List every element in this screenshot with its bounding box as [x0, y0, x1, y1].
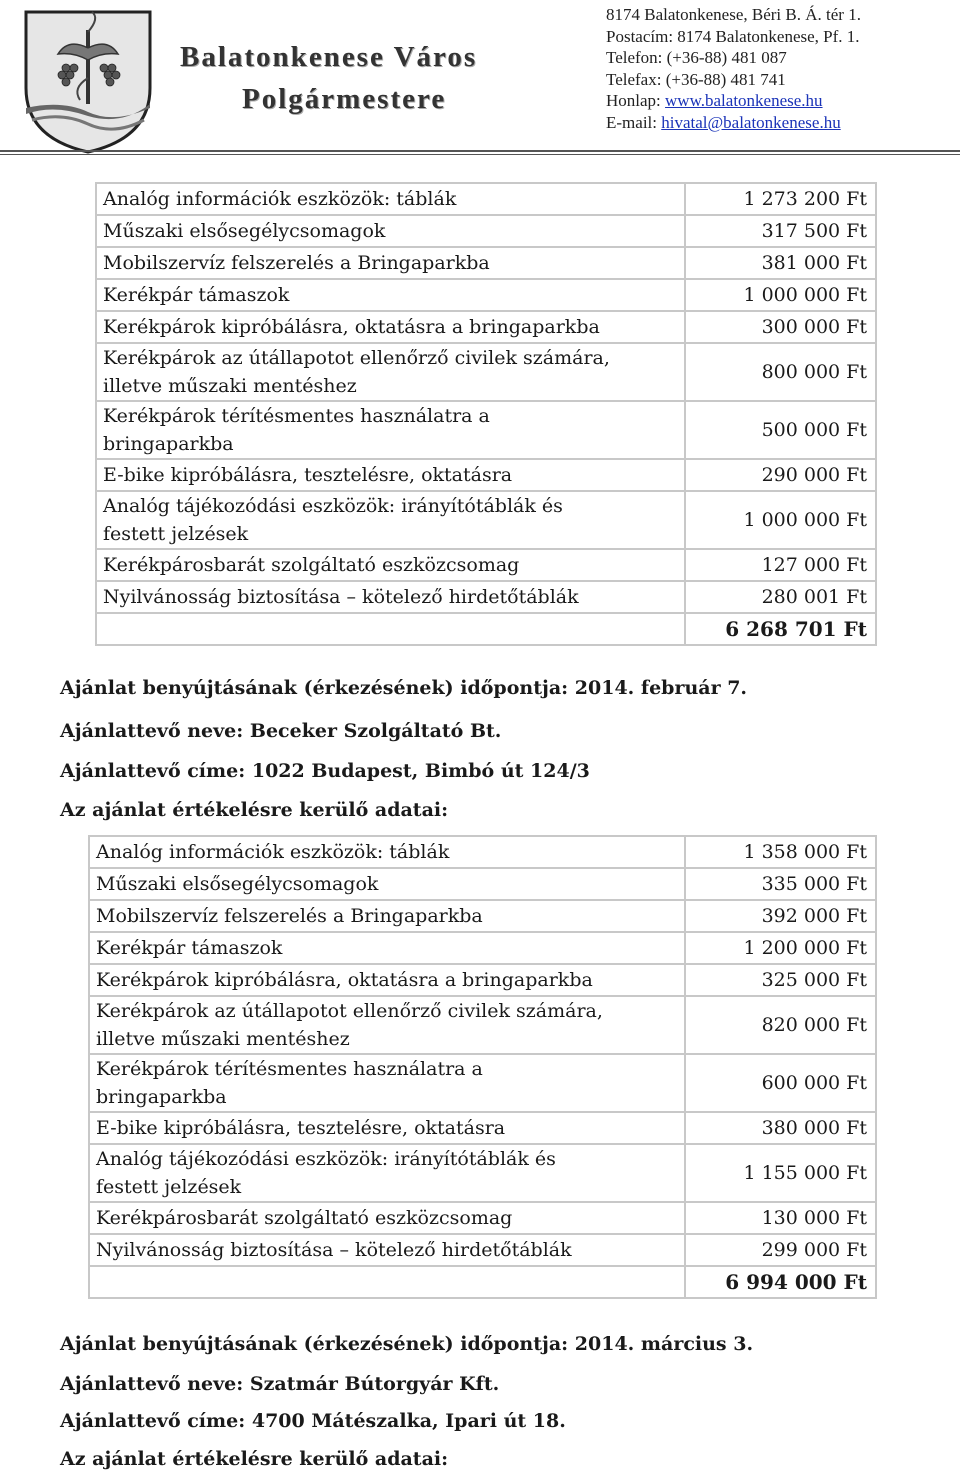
total-row — [96, 613, 876, 645]
item-amount: 381 000 Ft — [685, 247, 876, 279]
table-row — [96, 549, 876, 581]
item-label: Kerékpárok kipróbálásra, oktatásra a bringaparkba — [96, 969, 593, 991]
table-row — [96, 215, 876, 247]
item-label: Nyilvánosság biztosítása – kötelező hirdetőtáblák — [96, 1239, 572, 1261]
item-amount: 1 358 000 Ft — [685, 836, 876, 868]
letterhead — [0, 0, 960, 156]
table-row — [96, 247, 876, 279]
item-amount: 1 000 000 Ft — [685, 491, 876, 549]
municipality-title — [180, 36, 477, 120]
table-row — [89, 932, 876, 964]
offer1-table — [95, 182, 877, 646]
item-label: Kerékpárok térítésmentes használatra a — [103, 405, 490, 427]
item-amount: 300 000 Ft — [685, 311, 876, 343]
table-row — [96, 401, 876, 459]
web-label: Honlap: — [606, 91, 666, 110]
item-label-cont: festett jelzések — [103, 523, 249, 545]
item-label: Kerékpárok térítésmentes használatra a — [96, 1058, 483, 1080]
item-label: Kerékpár támaszok — [103, 284, 290, 306]
item-amount: 1 273 200 Ft — [685, 183, 876, 215]
item-label-cont: bringaparkba — [96, 1086, 227, 1108]
item-label: Kerékpárosbarát szolgáltató eszközcsomag — [96, 1207, 513, 1229]
item-label: Kerékpárok kipróbálásra, oktatásra a bringaparkba — [103, 316, 600, 338]
item-label: Mobilszervíz felszerelés a Bringaparkba — [96, 905, 483, 927]
offer3-name: Ajánlattevő neve: Szatmár Bútorgyár Kft. — [60, 1373, 500, 1395]
postal-line: Postacím: 8174 Balatonkenese, Pf. 1. — [606, 26, 860, 46]
table-row — [96, 581, 876, 613]
item-amount: 820 000 Ft — [685, 996, 876, 1054]
offer2-name: Ajánlattevő neve: Beceker Szolgáltató Bt. — [60, 720, 502, 742]
item-amount: 600 000 Ft — [685, 1054, 876, 1112]
table-row — [89, 836, 876, 868]
fax-line: Telefax: (+36-88) 481 741 — [606, 69, 786, 89]
table-row — [96, 279, 876, 311]
coat-of-arms-icon — [22, 8, 154, 154]
item-amount: 800 000 Ft — [685, 343, 876, 401]
item-amount: 290 000 Ft — [685, 459, 876, 491]
total-amount: 6 994 000 Ft — [685, 1266, 876, 1298]
table-row — [89, 1054, 876, 1112]
item-label: Műszaki elsősegélycsomagok — [103, 220, 386, 242]
item-label: Kerékpárok az útállapotot ellenőrző civilek számára, — [96, 1000, 603, 1022]
item-label: Kerékpárok az útállapotot ellenőrző civilek számára, — [103, 347, 610, 369]
item-label: Analóg tájékozódási eszközök: irányítótáblák és — [103, 495, 563, 517]
offer2-table — [88, 835, 877, 1299]
table-row — [96, 183, 876, 215]
table-row — [96, 311, 876, 343]
item-amount: 130 000 Ft — [685, 1202, 876, 1234]
item-amount: 1 000 000 Ft — [685, 279, 876, 311]
item-label: E-bike kipróbálásra, tesztelésre, oktatásra — [103, 464, 513, 486]
total-row — [89, 1266, 876, 1298]
offer3-address: Ajánlattevő címe: 4700 Mátészalka, Ipari út 18. — [60, 1410, 566, 1432]
table-row — [89, 964, 876, 996]
table-row — [89, 996, 876, 1054]
item-label: Nyilvánosság biztosítása – kötelező hirdetőtáblák — [103, 586, 579, 608]
item-amount: 335 000 Ft — [685, 868, 876, 900]
offer2-heading: Az ajánlat értékelésre kerülő adatai: — [60, 799, 449, 821]
item-amount: 1 200 000 Ft — [685, 932, 876, 964]
header-divider-thin — [0, 154, 960, 155]
address-line: 8174 Balatonkenese, Béri B. Á. tér 1. — [606, 5, 861, 24]
item-amount: 325 000 Ft — [685, 964, 876, 996]
table-row — [89, 1144, 876, 1202]
offer2-address: Ajánlattevő címe: 1022 Budapest, Bimbó út 124/3 — [60, 760, 590, 782]
offer3-date: Ajánlat benyújtásának (érkezésének) időpontja: 2014. március 3. — [60, 1333, 754, 1355]
item-label-cont: bringaparkba — [103, 433, 234, 455]
table-row — [89, 1234, 876, 1266]
item-label-cont: illetve műszaki mentéshez — [103, 375, 357, 397]
table-row — [89, 868, 876, 900]
table-row — [89, 900, 876, 932]
item-amount: 280 001 Ft — [685, 581, 876, 613]
item-label: E-bike kipróbálásra, tesztelésre, oktatásra — [96, 1117, 506, 1139]
item-amount: 317 500 Ft — [685, 215, 876, 247]
table-row — [96, 491, 876, 549]
item-amount: 392 000 Ft — [685, 900, 876, 932]
item-amount: 380 000 Ft — [685, 1112, 876, 1144]
item-label: Kerékpárosbarát szolgáltató eszközcsomag — [103, 554, 520, 576]
offer3-heading: Az ajánlat értékelésre kerülő adatai: — [60, 1448, 449, 1470]
item-amount: 299 000 Ft — [685, 1234, 876, 1266]
contact-block — [606, 4, 861, 133]
item-label: Műszaki elsősegélycsomagok — [96, 873, 379, 895]
table-row — [96, 343, 876, 401]
web-line — [606, 90, 861, 112]
item-label: Analóg információk eszközök: táblák — [103, 188, 457, 210]
item-label: Analóg tájékozódási eszközök: irányítótáblák és — [96, 1148, 556, 1170]
item-label: Kerékpár támaszok — [96, 937, 283, 959]
website-link[interactable]: www.balatonkenese.hu — [665, 91, 823, 110]
item-amount: 1 155 000 Ft — [685, 1144, 876, 1202]
table-row — [89, 1112, 876, 1144]
email-line — [606, 112, 861, 134]
item-amount: 500 000 Ft — [685, 401, 876, 459]
header-divider — [0, 150, 960, 152]
item-amount: 127 000 Ft — [685, 549, 876, 581]
email-label: E-mail: — [606, 112, 662, 132]
table-row — [96, 459, 876, 491]
offer2-date: Ajánlat benyújtásának (érkezésének) időpontja: 2014. február 7. — [60, 677, 748, 699]
item-label-cont: festett jelzések — [96, 1176, 242, 1198]
total-amount: 6 268 701 Ft — [685, 613, 876, 645]
item-label: Mobilszervíz felszerelés a Bringaparkba — [103, 252, 490, 274]
title-line-2: Polgármestere — [242, 83, 447, 115]
item-label: Analóg információk eszközök: táblák — [96, 841, 450, 863]
phone-line: Telefon: (+36-88) 481 087 — [606, 48, 787, 67]
title-line-1: Balatonkenese Város — [180, 41, 478, 73]
item-label-cont: illetve műszaki mentéshez — [96, 1028, 350, 1050]
table-row — [89, 1202, 876, 1234]
email-link[interactable]: hivatal@balatonkenese.hu — [661, 112, 841, 132]
